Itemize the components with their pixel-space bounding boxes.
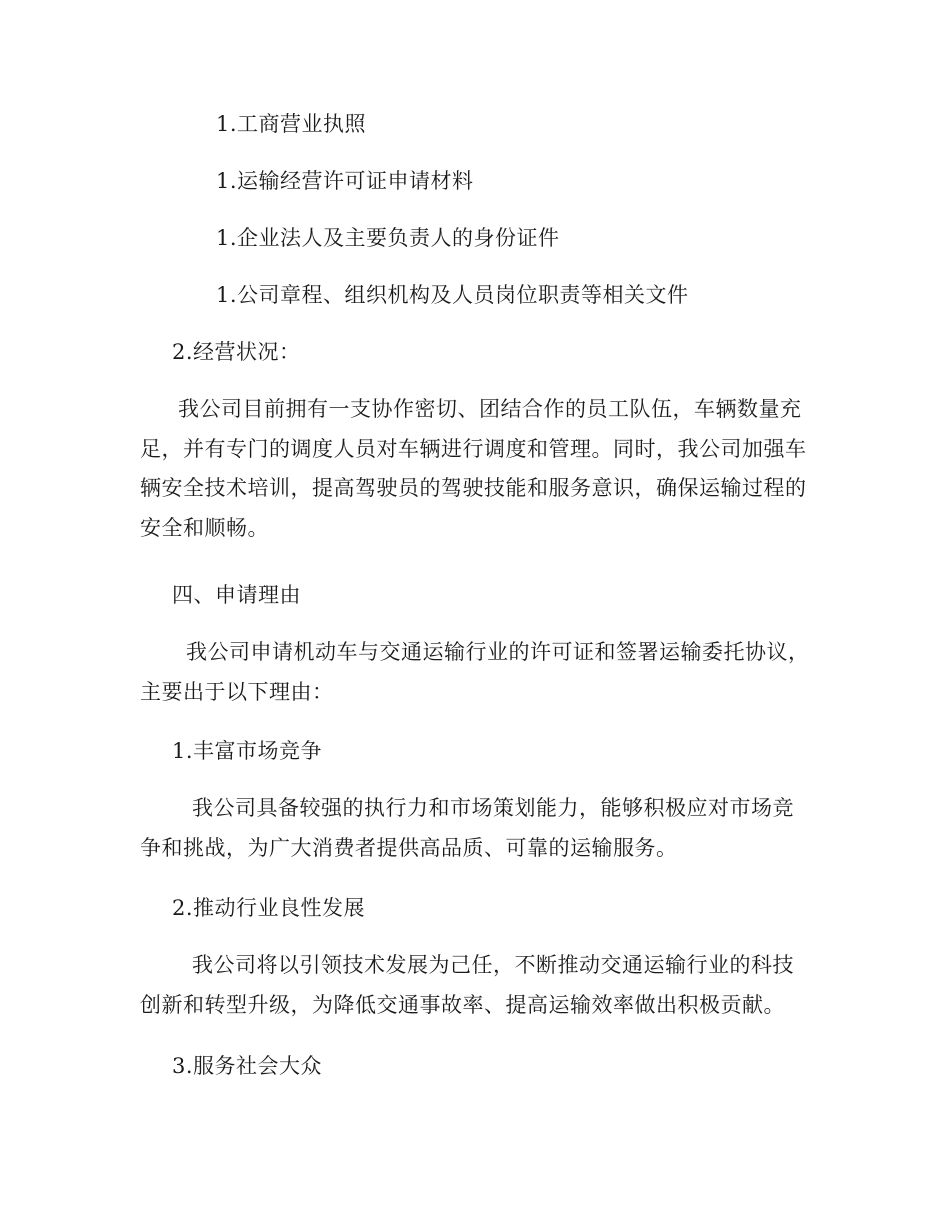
paragraph-operation-status: 我公司目前拥有一支协作密切、团结合作的员工队伍，车辆数量充足，并有专门的调度人员对车辆进行调度和管理。同时，我公司加强车辆安全技术培训，提高驾驶员的驾驶技能和服务意识，确保运输过程的安全和顺畅。 (140, 397, 807, 540)
heading-operation-status: 2.经营状况： (172, 340, 301, 364)
paragraph-reasons-intro: 我公司申请机动车与交通运输行业的许可证和签署运输委托协议，主要出于以下理由： (140, 640, 810, 704)
sub-item-company-charter: 1.公司章程、组织机构及人员岗位职责等相关文件 (216, 283, 689, 307)
reason1-title: 1.丰富市场竞争 (172, 739, 323, 763)
reason1-text: 我公司具备较强的执行力和市场策划能力，能够积极应对市场竞争和挑战，为广大消费者提供高品质、可靠的运输服务。 (140, 796, 794, 860)
reason2-text: 我公司将以引领技术发展为己任，不断推动交通运输行业的科技创新和转型升级，为降低交通事故率、提高运输效率做出积极贡献。 (140, 953, 794, 1017)
sub-item-transport-permit: 1.运输经营许可证申请材料 (216, 169, 474, 193)
sub-item-legal-person-id: 1.企业法人及主要负责人的身份证件 (216, 226, 560, 250)
sub-item-business-license: 1.工商营业执照 (216, 112, 367, 136)
reason2-title: 2.推动行业良性发展 (172, 896, 366, 920)
reason3-title: 3.服务社会大众 (172, 1054, 323, 1078)
section-title-application-reasons: 四、申请理由 (172, 583, 301, 607)
